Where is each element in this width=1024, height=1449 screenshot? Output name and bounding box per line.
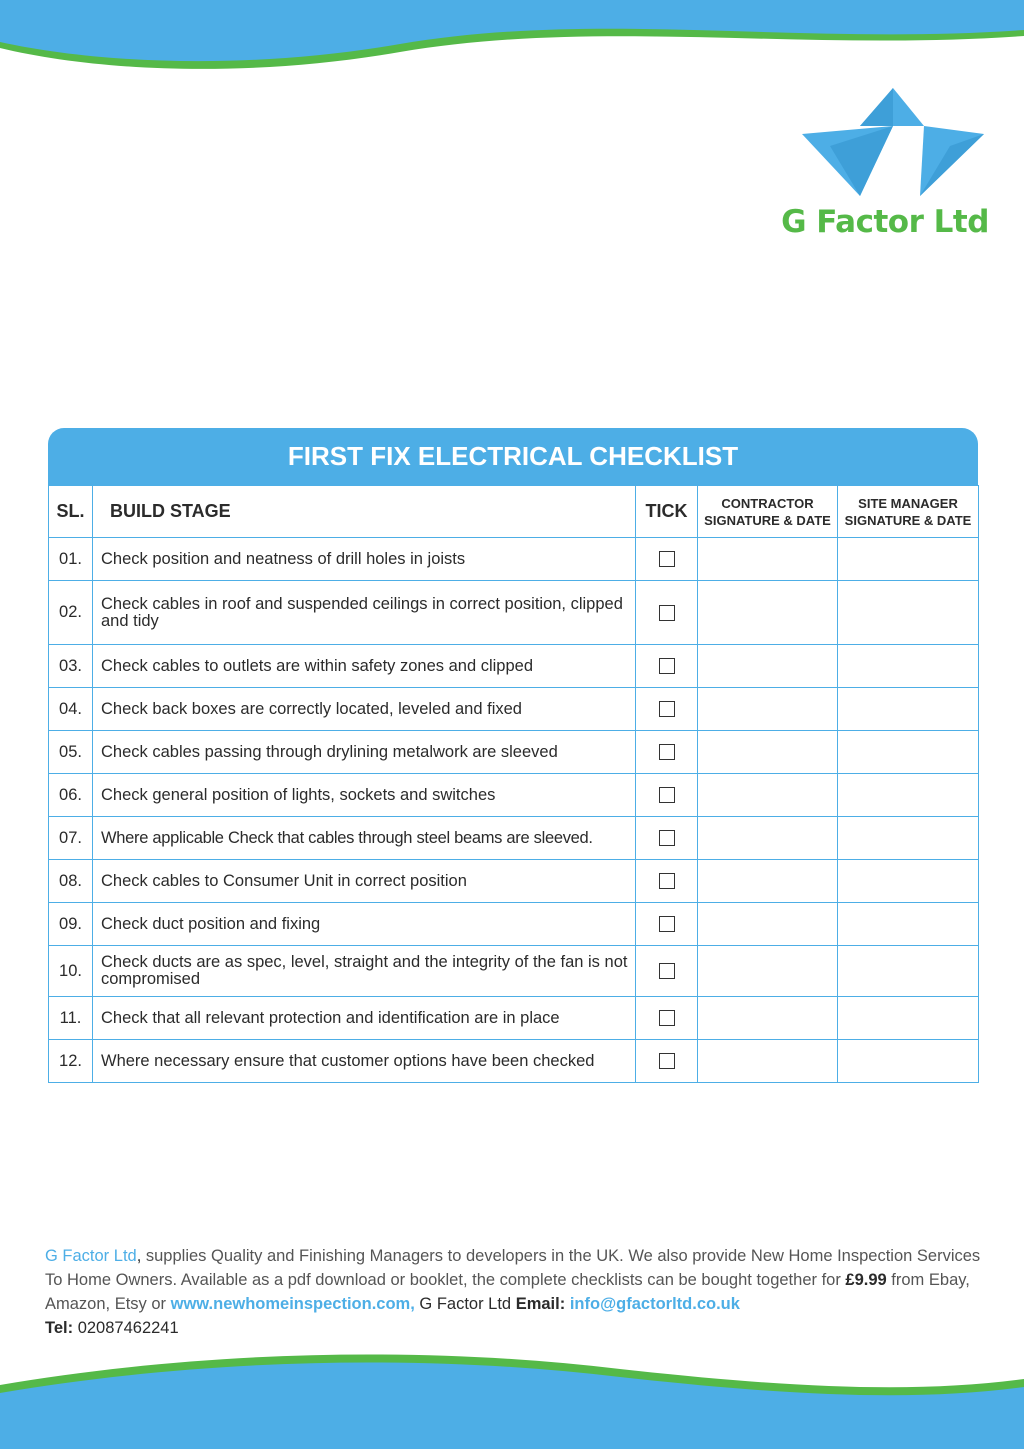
row-number: 09. bbox=[49, 903, 93, 946]
company-logo bbox=[770, 86, 1000, 246]
site-manager-signature-cell[interactable] bbox=[838, 903, 979, 946]
tick-cell bbox=[636, 997, 698, 1040]
footer-wave bbox=[0, 1349, 1024, 1449]
row-number: 04. bbox=[49, 688, 93, 731]
contractor-signature-cell[interactable] bbox=[698, 538, 838, 581]
row-build-stage: Check position and neatness of drill holes in joists bbox=[93, 538, 636, 581]
tick-checkbox[interactable] bbox=[659, 916, 675, 932]
row-build-stage: Check cables to outlets are within safety zones and clipped bbox=[93, 645, 636, 688]
tick-cell bbox=[636, 688, 698, 731]
table-header-row bbox=[49, 486, 979, 538]
site-manager-signature-cell[interactable] bbox=[838, 581, 979, 645]
tick-cell bbox=[636, 903, 698, 946]
checklist-title: FIRST FIX ELECTRICAL CHECKLIST bbox=[48, 428, 978, 485]
table-row bbox=[49, 817, 979, 860]
row-number: 10. bbox=[49, 946, 93, 997]
tick-checkbox[interactable] bbox=[659, 605, 675, 621]
contractor-signature-cell[interactable] bbox=[698, 997, 838, 1040]
footer-price: £9.99 bbox=[845, 1271, 887, 1289]
table-row bbox=[49, 688, 979, 731]
header-site-manager-signature: SITE MANAGER SIGNATURE & DATE bbox=[838, 486, 979, 538]
tick-checkbox[interactable] bbox=[659, 1053, 675, 1069]
contractor-signature-cell[interactable] bbox=[698, 731, 838, 774]
tick-cell bbox=[636, 645, 698, 688]
site-manager-signature-cell[interactable] bbox=[838, 860, 979, 903]
row-number: 08. bbox=[49, 860, 93, 903]
checklist-table bbox=[48, 485, 979, 1083]
site-manager-signature-cell[interactable] bbox=[838, 774, 979, 817]
row-number: 03. bbox=[49, 645, 93, 688]
tick-checkbox[interactable] bbox=[659, 1010, 675, 1026]
contractor-signature-cell[interactable] bbox=[698, 946, 838, 997]
row-number: 11. bbox=[49, 997, 93, 1040]
row-number: 07. bbox=[49, 817, 93, 860]
footer-email-link[interactable]: info@gfactorltd.co.uk bbox=[569, 1295, 740, 1313]
checklist-table-container bbox=[48, 428, 978, 1083]
header-contractor-signature: CONTRACTOR SIGNATURE & DATE bbox=[698, 486, 838, 538]
table-row bbox=[49, 731, 979, 774]
footer-description: G Factor Ltd, supplies Quality and Finishing Managers to developers in the UK. We also provide New Home Inspection Services To Home Owners. Available as a pdf download or booklet, the complete checklists can be bought together for £9.99 from Ebay, Amazon, Etsy or www.newhomeinspection.com, G Factor Ltd Email: info@gfactorltd.co.uk Tel: 02087462241 bbox=[45, 1247, 981, 1337]
site-manager-signature-cell[interactable] bbox=[838, 688, 979, 731]
row-number: 05. bbox=[49, 731, 93, 774]
site-manager-signature-cell[interactable] bbox=[838, 645, 979, 688]
contractor-signature-cell[interactable] bbox=[698, 1040, 838, 1083]
site-manager-signature-cell[interactable] bbox=[838, 817, 979, 860]
contractor-signature-cell[interactable] bbox=[698, 774, 838, 817]
logo-star-icon bbox=[800, 86, 986, 198]
tick-checkbox[interactable] bbox=[659, 658, 675, 674]
tick-checkbox[interactable] bbox=[659, 701, 675, 717]
table-row bbox=[49, 903, 979, 946]
contractor-signature-cell[interactable] bbox=[698, 581, 838, 645]
contractor-signature-cell[interactable] bbox=[698, 817, 838, 860]
table-row bbox=[49, 997, 979, 1040]
tick-checkbox[interactable] bbox=[659, 744, 675, 760]
row-build-stage: Check ducts are as spec, level, straight and the integrity of the fan is not compromised bbox=[93, 946, 636, 997]
tick-cell bbox=[636, 860, 698, 903]
table-row bbox=[49, 581, 979, 645]
site-manager-signature-cell[interactable] bbox=[838, 997, 979, 1040]
tick-checkbox[interactable] bbox=[659, 963, 675, 979]
site-manager-signature-cell[interactable] bbox=[838, 1040, 979, 1083]
row-build-stage: Check cables passing through drylining metalwork are sleeved bbox=[93, 731, 636, 774]
contractor-signature-cell[interactable] bbox=[698, 860, 838, 903]
tick-checkbox[interactable] bbox=[659, 830, 675, 846]
tick-cell bbox=[636, 946, 698, 997]
tick-cell bbox=[636, 1040, 698, 1083]
table-row bbox=[49, 946, 979, 997]
table-row bbox=[49, 774, 979, 817]
site-manager-signature-cell[interactable] bbox=[838, 731, 979, 774]
site-manager-signature-cell[interactable] bbox=[838, 538, 979, 581]
footer-website-link[interactable]: www.newhomeinspection.com, bbox=[170, 1295, 415, 1313]
tick-cell bbox=[636, 581, 698, 645]
header-wave bbox=[0, 0, 1024, 90]
footer-telephone: 02087462241 bbox=[73, 1319, 179, 1337]
row-build-stage: Where necessary ensure that customer options have been checked bbox=[93, 1040, 636, 1083]
row-build-stage: Check back boxes are correctly located, leveled and fixed bbox=[93, 688, 636, 731]
row-number: 01. bbox=[49, 538, 93, 581]
tick-checkbox[interactable] bbox=[659, 551, 675, 567]
tick-checkbox[interactable] bbox=[659, 787, 675, 803]
row-build-stage: Where applicable Check that cables through steel beams are sleeved. bbox=[93, 817, 636, 860]
header-tick: TICK bbox=[636, 486, 698, 538]
tick-cell bbox=[636, 774, 698, 817]
footer-company-name: G Factor Ltd bbox=[45, 1247, 137, 1265]
contractor-signature-cell[interactable] bbox=[698, 688, 838, 731]
tick-cell bbox=[636, 817, 698, 860]
logo-wordmark: G Factor Ltd bbox=[781, 204, 989, 240]
row-number: 02. bbox=[49, 581, 93, 645]
row-number: 06. bbox=[49, 774, 93, 817]
table-row bbox=[49, 538, 979, 581]
row-build-stage: Check that all relevant protection and identification are in place bbox=[93, 997, 636, 1040]
header-sl: SL. bbox=[49, 486, 93, 538]
row-build-stage: Check duct position and fixing bbox=[93, 903, 636, 946]
row-build-stage: Check cables in roof and suspended ceilings in correct position, clipped and tidy bbox=[93, 581, 636, 645]
site-manager-signature-cell[interactable] bbox=[838, 946, 979, 997]
table-row bbox=[49, 860, 979, 903]
tick-cell bbox=[636, 538, 698, 581]
tick-checkbox[interactable] bbox=[659, 873, 675, 889]
contractor-signature-cell[interactable] bbox=[698, 645, 838, 688]
table-row bbox=[49, 1040, 979, 1083]
contractor-signature-cell[interactable] bbox=[698, 903, 838, 946]
row-build-stage: Check cables to Consumer Unit in correct position bbox=[93, 860, 636, 903]
tick-cell bbox=[636, 731, 698, 774]
header-build-stage: BUILD STAGE bbox=[93, 486, 636, 538]
table-row bbox=[49, 645, 979, 688]
row-number: 12. bbox=[49, 1040, 93, 1083]
row-build-stage: Check general position of lights, sockets and switches bbox=[93, 774, 636, 817]
